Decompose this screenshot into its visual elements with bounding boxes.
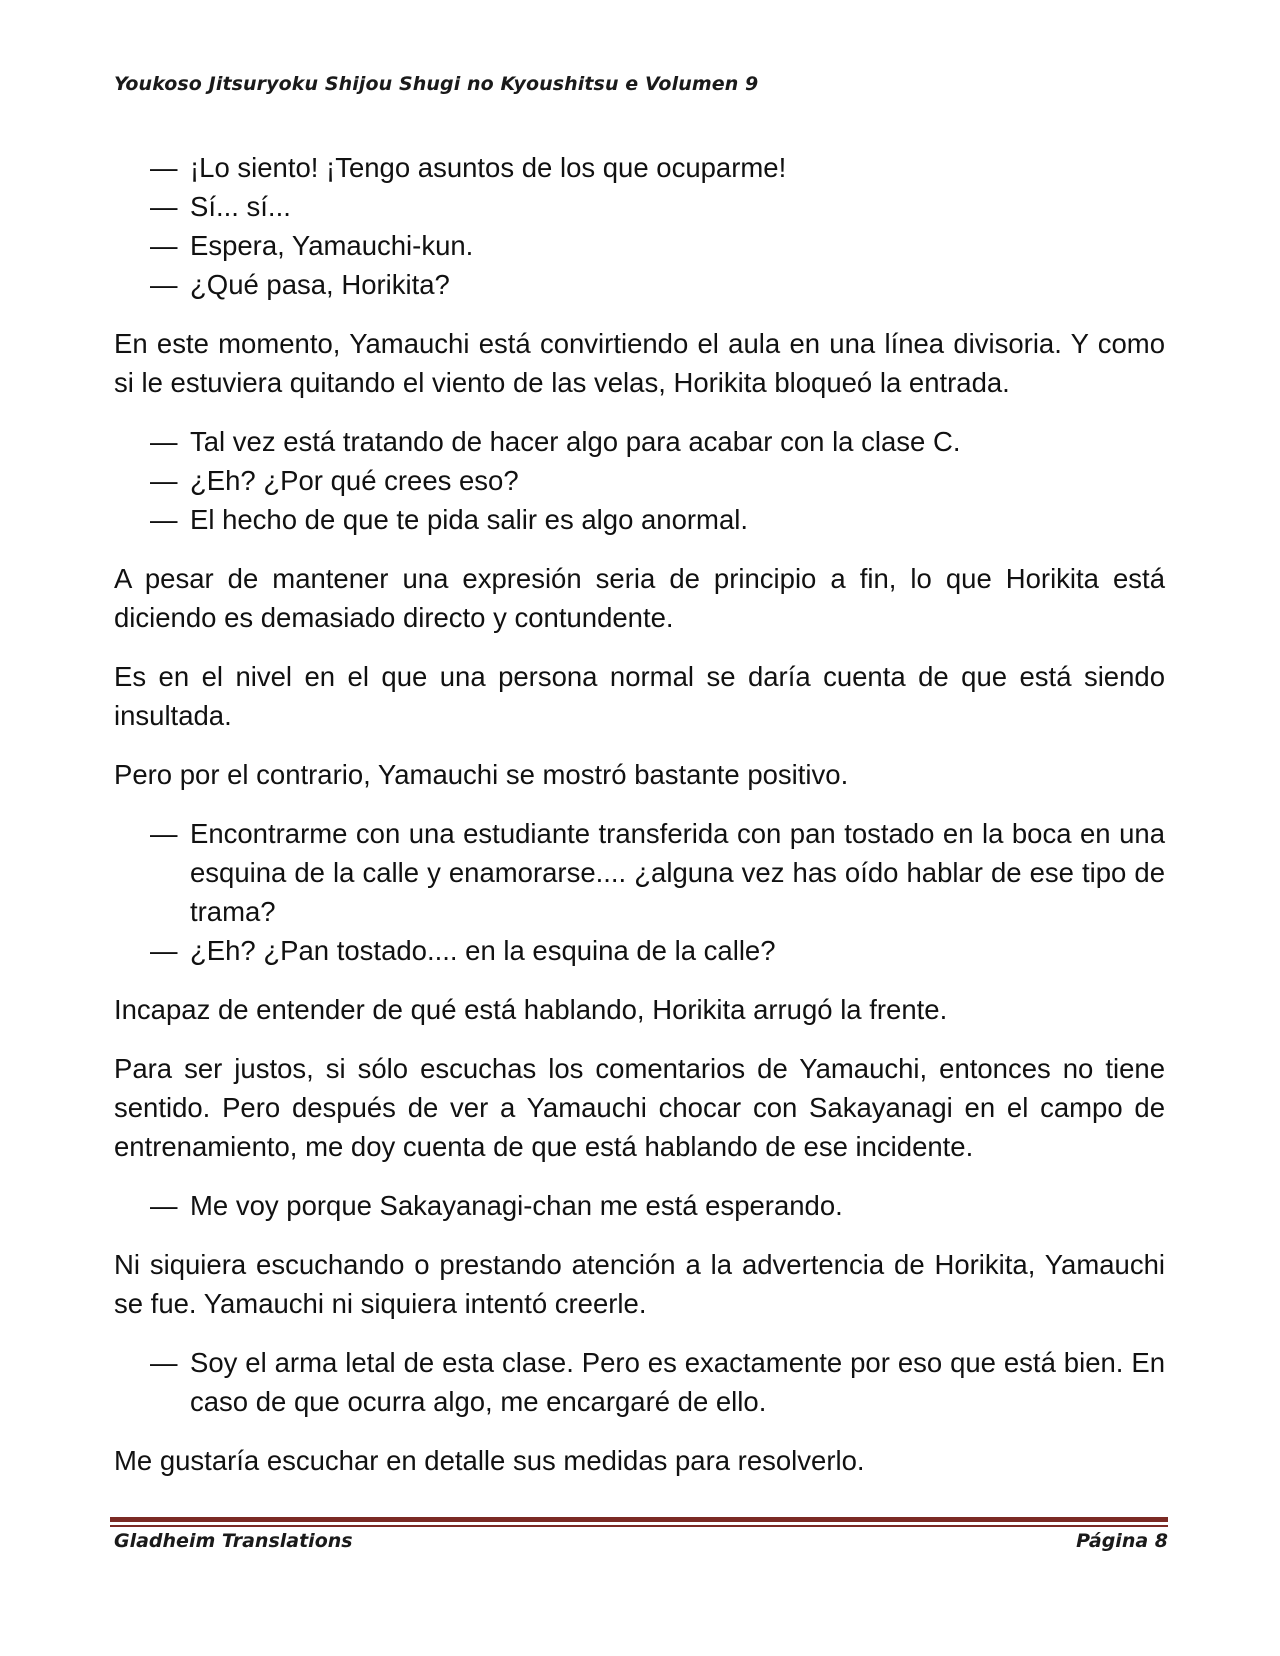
narration-paragraph: En este momento, Yamauchi está convirtiendo el aula en una línea divisoria. Y como si le estuviera quitando el viento de las velas, Horikita bloqueó la entrada. [114, 328, 1165, 398]
footer-rule-thin [110, 1525, 1168, 1527]
narration-paragraph: Pero por el contrario, Yamauchi se mostró bastante positivo. [114, 759, 849, 790]
dialogue-text: Soy el arma letal de esta clase. Pero es exactamente por eso que está bien. En caso de que ocurra algo, me encargaré de ello. [190, 1347, 1165, 1417]
footer-rule-thick [110, 1517, 1168, 1522]
narration-paragraph: Incapaz de entender de qué está hablando, Horikita arrugó la frente. [114, 994, 948, 1025]
dialogue-text: Espera, Yamauchi-kun. [190, 230, 474, 261]
dialogue-group [114, 1186, 1165, 1225]
dialogue-line [150, 422, 1165, 461]
dialogue-group [114, 1343, 1165, 1421]
page-header-title: Youkoso Jitsuryoku Shijou Shugi no Kyoushitsu e Volumen 9 [114, 73, 759, 95]
narration-paragraph: Me gustaría escuchar en detalle sus medidas para resolverlo. [114, 1445, 865, 1476]
dialogue-dash: — [150, 269, 178, 300]
dialogue-dash: — [150, 1347, 178, 1378]
dialogue-text: ¡Lo siento! ¡Tengo asuntos de los que ocuparme! [190, 152, 787, 183]
dialogue-line [150, 500, 1165, 539]
dialogue-text: ¿Qué pasa, Horikita? [190, 269, 450, 300]
dialogue-text: ¿Eh? ¿Pan tostado.... en la esquina de la calle? [190, 935, 776, 966]
dialogue-text: El hecho de que te pida salir es algo anormal. [190, 504, 748, 535]
dialogue-text: Me voy porque Sakayanagi-chan me está esperando. [190, 1190, 843, 1221]
dialogue-group [114, 814, 1165, 970]
dialogue-dash: — [150, 230, 178, 261]
page-body [114, 148, 1165, 1500]
footer-translator: Gladheim Translations [114, 1530, 353, 1552]
dialogue-line [150, 1343, 1165, 1421]
dialogue-dash: — [150, 1190, 178, 1221]
dialogue-dash: — [150, 191, 178, 222]
narration-paragraph: Para ser justos, si sólo escuchas los comentarios de Yamauchi, entonces no tiene sentido. Pero después de ver a Yamauchi chocar con Sakayanagi en el campo de entrenamiento, me doy cuenta de que está hablando de ese incidente. [114, 1053, 1165, 1162]
narration-paragraph: Ni siquiera escuchando o prestando atención a la advertencia de Horikita, Yamauchi se fue. Yamauchi ni siquiera intentó creerle. [114, 1249, 1165, 1319]
dialogue-line [150, 148, 1165, 187]
dialogue-dash: — [150, 818, 178, 849]
dialogue-text: ¿Eh? ¿Por qué crees eso? [190, 465, 519, 496]
narration-paragraph: Es en el nivel en el que una persona normal se daría cuenta de que está siendo insultada. [114, 661, 1165, 731]
dialogue-dash: — [150, 465, 178, 496]
dialogue-group [114, 422, 1165, 539]
dialogue-line [150, 226, 1165, 265]
dialogue-line [150, 461, 1165, 500]
dialogue-text: Tal vez está tratando de hacer algo para acabar con la clase C. [190, 426, 961, 457]
dialogue-line [150, 187, 1165, 226]
dialogue-text: Sí... sí... [190, 191, 291, 222]
dialogue-dash: — [150, 935, 178, 966]
dialogue-dash: — [150, 426, 178, 457]
narration-paragraph: A pesar de mantener una expresión seria de principio a fin, lo que Horikita está diciendo es demasiado directo y contundente. [114, 563, 1165, 633]
dialogue-line [150, 931, 1165, 970]
dialogue-dash: — [150, 504, 178, 535]
dialogue-text: Encontrarme con una estudiante transferida con pan tostado en la boca en una esquina de la calle y enamorarse.... ¿alguna vez has oído hablar de ese tipo de trama? [190, 818, 1165, 927]
footer-page-number: Página 8 [1076, 1530, 1168, 1552]
dialogue-line [150, 814, 1165, 931]
dialogue-group [114, 148, 1165, 304]
dialogue-dash: — [150, 152, 178, 183]
dialogue-line [150, 1186, 1165, 1225]
dialogue-line [150, 265, 1165, 304]
